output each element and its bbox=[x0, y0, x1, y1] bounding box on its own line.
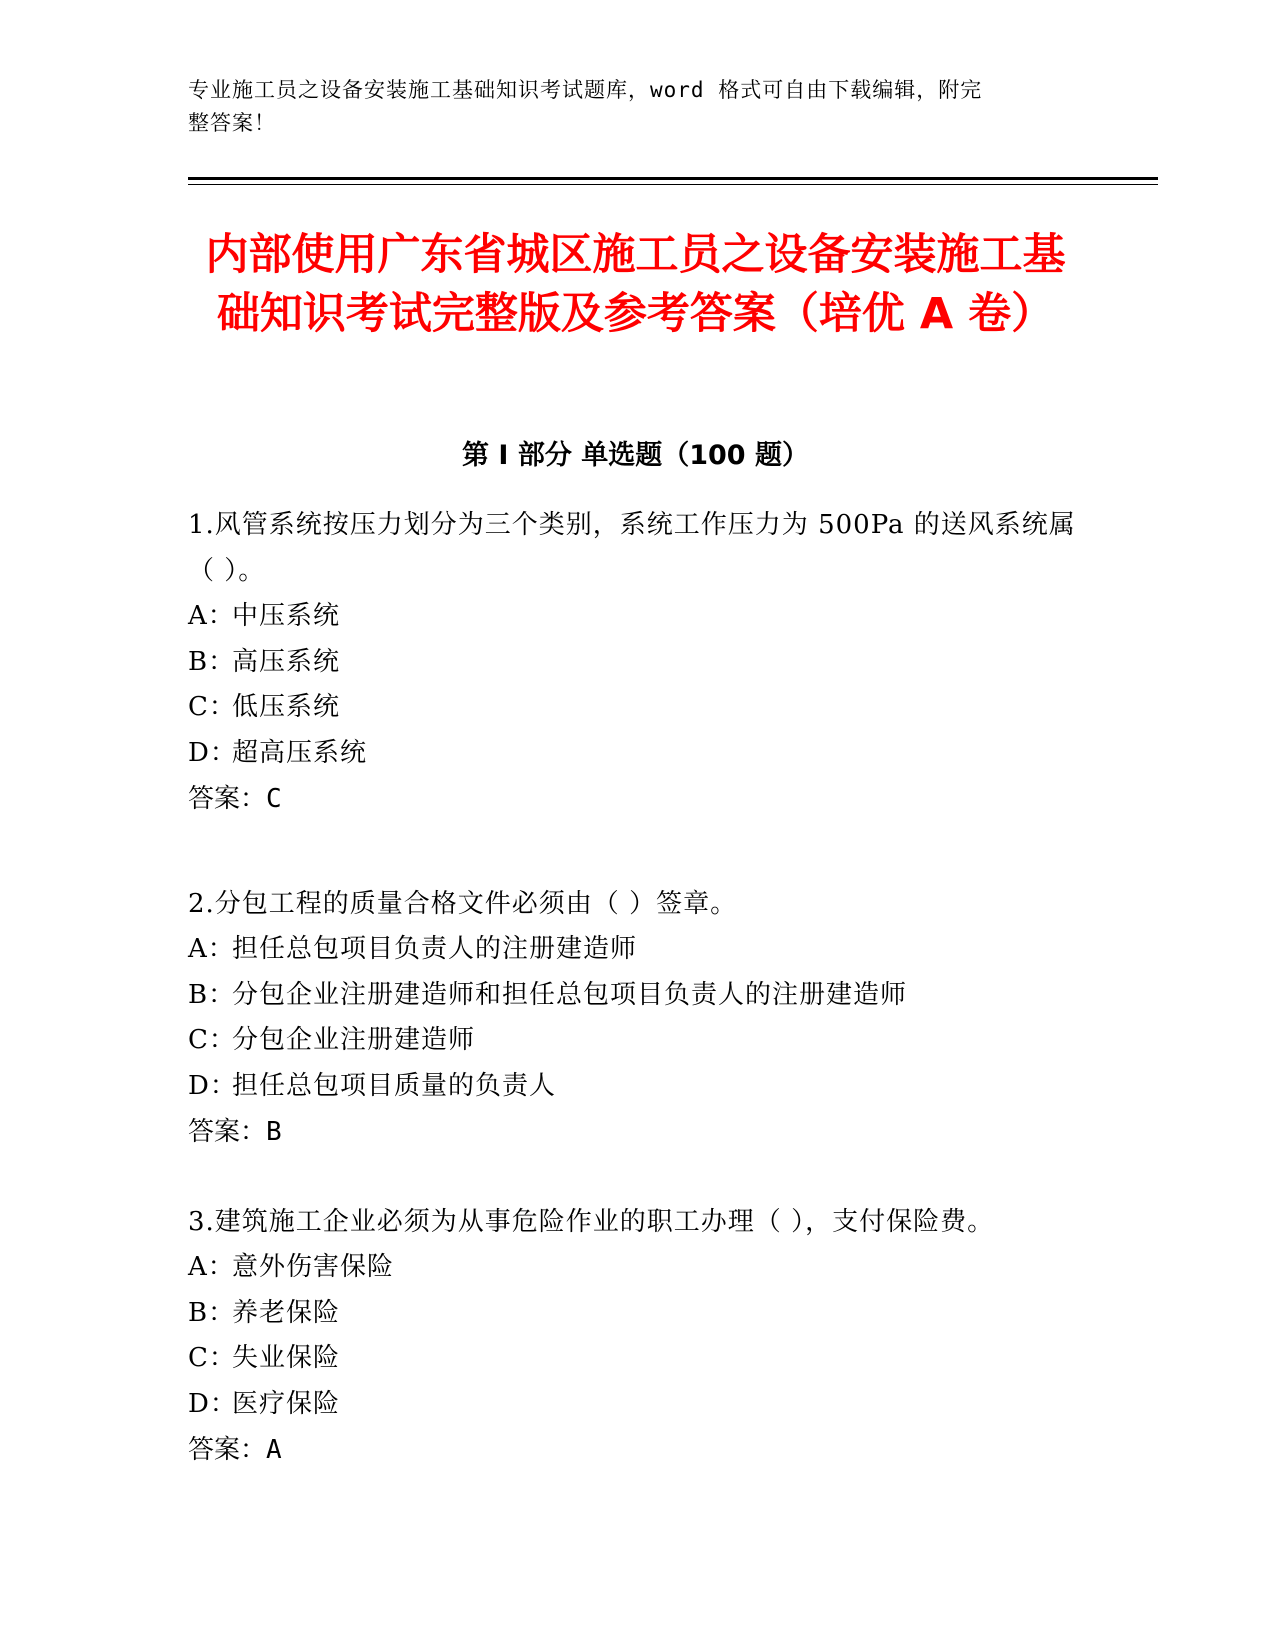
option-a bbox=[188, 594, 1088, 640]
answer-value: C bbox=[266, 784, 282, 814]
option-key: C： bbox=[188, 1025, 236, 1055]
option-d bbox=[188, 1064, 1088, 1110]
answer-value: B bbox=[266, 1117, 282, 1147]
option-c bbox=[188, 1018, 1088, 1064]
header-rule-thin bbox=[188, 184, 1158, 185]
option-text: 担任总包项目负责人的注册建造师 bbox=[232, 934, 638, 964]
header-note-line-2: 整答案！ bbox=[188, 111, 276, 135]
option-key: A： bbox=[188, 601, 235, 631]
question-3 bbox=[188, 1199, 1088, 1473]
question-stem: 2.分包工程的质量合格文件必须由（ ）签章。 bbox=[188, 889, 738, 919]
option-key: B： bbox=[188, 979, 236, 1010]
question-stem: 3.建筑施工企业必须为从事危险作业的职工办理（ ），支付保险费。 bbox=[188, 1207, 995, 1237]
option-text: 分包企业注册建造师 bbox=[232, 1025, 476, 1055]
option-text: 高压系统 bbox=[232, 646, 341, 677]
header-note bbox=[188, 74, 1078, 140]
option-key: B： bbox=[188, 1297, 236, 1328]
option-d bbox=[188, 731, 1088, 777]
option-text: 意外伤害保险 bbox=[232, 1252, 395, 1282]
option-text: 失业保险 bbox=[232, 1343, 341, 1373]
option-key: A： bbox=[188, 934, 235, 964]
option-key: D： bbox=[188, 1388, 237, 1419]
option-c bbox=[188, 685, 1088, 731]
question-1 bbox=[188, 502, 1088, 822]
option-text: 超高压系统 bbox=[232, 737, 368, 768]
option-text: 担任总包项目质量的负责人 bbox=[232, 1070, 557, 1101]
option-key: C： bbox=[188, 692, 236, 722]
option-text: 养老保险 bbox=[232, 1297, 341, 1328]
option-b bbox=[188, 973, 1088, 1019]
option-key: D： bbox=[188, 1070, 237, 1101]
option-d bbox=[188, 1382, 1088, 1428]
option-key: A： bbox=[188, 1252, 235, 1282]
answer-line bbox=[188, 776, 1088, 822]
option-text: 低压系统 bbox=[232, 692, 341, 722]
question-2 bbox=[188, 881, 1088, 1155]
option-key: C： bbox=[188, 1343, 236, 1373]
option-key: D： bbox=[188, 737, 237, 768]
option-b bbox=[188, 640, 1088, 686]
answer-value: A bbox=[266, 1435, 282, 1465]
option-key: B： bbox=[188, 646, 236, 677]
option-a bbox=[188, 927, 1088, 973]
answer-line bbox=[188, 1109, 1088, 1155]
answer-label: 答案： bbox=[188, 1117, 267, 1147]
option-text: 中压系统 bbox=[232, 601, 341, 631]
option-text: 医疗保险 bbox=[232, 1388, 341, 1419]
option-c bbox=[188, 1336, 1088, 1382]
option-text: 分包企业注册建造师和担任总包项目负责人的注册建造师 bbox=[232, 979, 908, 1010]
header-note-line-1: 专业施工员之设备安装施工基础知识考试题库，word 格式可自由下载编辑，附完 bbox=[188, 78, 983, 102]
section-title: 第 I 部分 单选题（100 题） bbox=[461, 440, 809, 471]
option-b bbox=[188, 1291, 1088, 1337]
answer-label: 答案： bbox=[188, 784, 267, 814]
header-rule-thick bbox=[188, 177, 1158, 180]
answer-line bbox=[188, 1427, 1088, 1473]
document-title: 内部使用广东省城区施工员之设备安装施工基础知识考试完整版及参考答案（培优 A 卷） bbox=[205, 230, 1066, 339]
option-a bbox=[188, 1245, 1088, 1291]
question-stem: 1.风管系统按压力划分为三个类别，系统工作压力为 500Pa 的送风系统属（ ）。 bbox=[188, 510, 1076, 586]
answer-label: 答案： bbox=[188, 1435, 267, 1465]
